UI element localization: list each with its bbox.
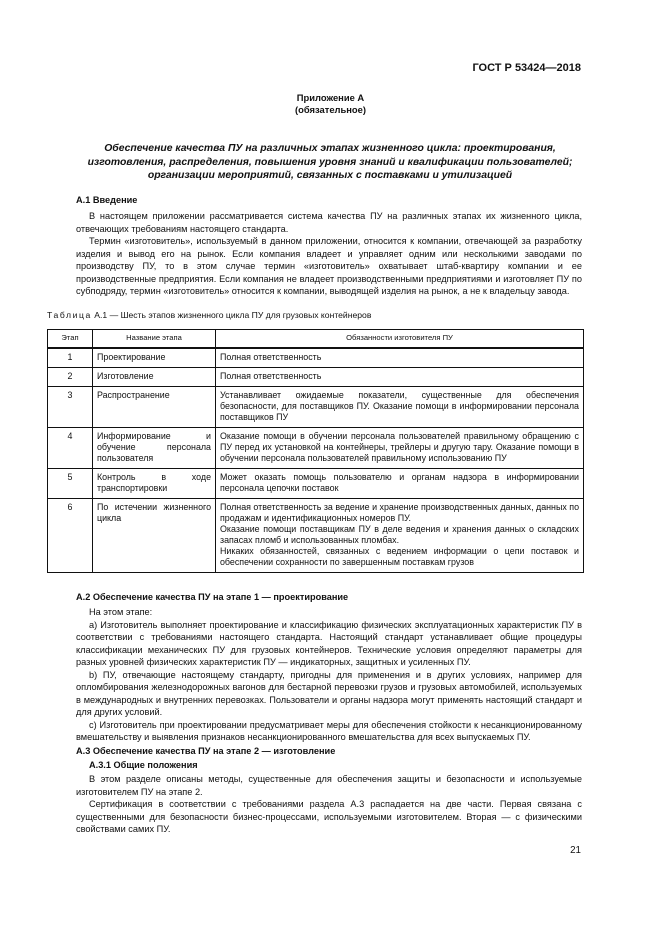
stage-name: По истечении жизненного цикла [93, 499, 216, 573]
a2-intro: На этом этапе: [89, 607, 153, 617]
table-caption-text: А.1 — Шесть этапов жизненного цикла ПУ для грузовых контейнеров [94, 310, 372, 320]
stage-number: 5 [48, 469, 93, 499]
table-row [48, 428, 584, 469]
stage-name: Контроль в ходе транспортировки [93, 469, 216, 499]
a1-paragraph-2: Термин «изготовитель», используемый в данном приложении, относится к компании, отвечающей за разработку изделия и вывод его на рынок. Если компания владеет и управляет одним или несколькими заводами по производству ПУ, то в этом случае термин «изготовитель» охватывает штаб-квартиру компании и ее производственные предприятия. Если компания не владеет производственными предприятиями и изготовляет ПУ по субподряду, термин «изготовитель» относится к компании, выводящей изделия на рынок, а не к владельцу завода. [76, 236, 582, 296]
table-row [48, 348, 584, 368]
a2-item-c: с) Изготовитель при проектировании предусматривает меры для обеспечения стойкости к несанкционированному вмешательству и выявления признаков несанкционированного вмешательства для всех выпускаемых ПУ. [76, 719, 582, 742]
stage-name: Проектирование [93, 348, 216, 368]
stage-duties: Полная ответственность [216, 348, 584, 368]
page-number: 21 [570, 845, 581, 856]
title-line-1: Обеспечение качества ПУ на различных этапах жизненного цикла: проектирования, [104, 143, 556, 154]
header-duties: Обязанности изготовителя ПУ [216, 330, 584, 349]
section-a2-heading: А.2 Обеспечение качества ПУ на этапе 1 — проектирование [76, 592, 349, 602]
stage-duties [216, 499, 584, 573]
table-row [48, 499, 584, 573]
standard-header: ГОСТ Р 53424—2018 [472, 62, 581, 74]
title-line-3: организации мероприятий, связанных с поставками и утилизацией [147, 170, 513, 181]
stage-duties: Устанавливает ожидаемые показатели, существенные для обеспечения безопасности, для поставщиков ПУ. Оказание помощи в информировании персонала поставщиков ПУ [216, 387, 584, 428]
section-a2-text [76, 606, 582, 744]
stage-name: Распространение [93, 387, 216, 428]
table-row [48, 469, 584, 499]
stage-duties-line-1: Полная ответственность за ведение и хранение производственных данных, данных по продажам и идентификационных номеров ПУ. [220, 502, 579, 523]
stage-duties: Оказание помощи в обучении персонала пользователей правильному обращению с ПУ перед их установкой на контейнеры, трейлеры и другую тару. Оказание помощи в обучении персонала пользователей правильному использованию ПУ [216, 428, 584, 469]
a2-item-b: b) ПУ, отвечающие настоящему стандарту, пригодны для применения и в других условиях, например для опломбирования железнодорожных вагонов для бестарной перевозки грузов и грузовых автомобилей, используемых в международных и внутренних перевозках. Пользователи и органы надзора могут применять настоящий стандарт и для других условий. [76, 669, 582, 717]
stage-duties-line-2: Оказание помощи поставщикам ПУ в деле ведения и хранения данных о складских запасах пломб и использованных пломбах. [220, 524, 579, 545]
header-stage: Этап [48, 330, 93, 349]
stage-duties: Может оказать помощь пользователю и органам надзора в информировании персонала цепочки поставок [216, 469, 584, 499]
table-caption-label: Таблица [47, 310, 92, 320]
section-a1-text [76, 210, 582, 298]
stage-number: 6 [48, 499, 93, 573]
appendix-heading [0, 92, 661, 116]
appendix-title: Приложение А [296, 92, 365, 103]
stage-number: 2 [48, 368, 93, 387]
header-name: Название этапа [93, 330, 216, 349]
title-line-2: изготовления, распределения, повышения уровня знаний и квалификации пользователей; [87, 156, 573, 168]
stage-duties: Полная ответственность [216, 368, 584, 387]
appendix-status: (обязательное) [295, 104, 366, 115]
lifecycle-table [47, 329, 584, 573]
stage-name: Информирование и обучение персонала пользователя [93, 428, 216, 469]
stage-duties-line-3: Никаких обязанностей, связанных с ведением информации о цепи поставок и обеспечении сохранности по завершенным поставкам грузов [220, 546, 579, 567]
stage-name: Изготовление [93, 368, 216, 387]
section-a31-text [76, 773, 582, 836]
a31-paragraph-2: Сертификация в соответствии с требованиями раздела А.3 распадается на две части. Первая связана с существенными для безопасности бизнес-процессами, используемыми изготовителем. Вторая — с физическими свойствами самих ПУ. [76, 799, 582, 834]
appendix-main-title [75, 142, 585, 183]
table-row [48, 387, 584, 428]
section-a3-heading: А.3 Обеспечение качества ПУ на этапе 2 — изготовление [76, 746, 336, 756]
stage-number: 4 [48, 428, 93, 469]
stage-number: 1 [48, 348, 93, 368]
table-caption [47, 310, 371, 320]
table-header-row [48, 330, 584, 349]
a2-item-a: а) Изготовитель выполняет проектирование и классификацию физических эксплуатационных характеристик ПУ в соответствии с требованиями настоящего стандарта. Настоящий стандарт устанавливает общие процедуры классификации механических ПУ для грузовых контейнеров. Технические условия определяют параметры для разных уровней физических характеристик ПУ — индикаторных, защитных и усиленных ПУ. [76, 619, 582, 667]
table-row [48, 368, 584, 387]
a31-paragraph-1: В этом разделе описаны методы, существенные для обеспечения защиты и безопасности и используемые изготовителем ПУ на этапе 2. [76, 774, 582, 797]
stage-number: 3 [48, 387, 93, 428]
section-a1-heading: А.1 Введение [76, 195, 138, 205]
section-a31-heading: А.3.1 Общие положения [89, 760, 198, 770]
a1-paragraph-1: В настоящем приложении рассматривается система качества ПУ на различных этапах их жизненного цикла, отвечающих требованиям настоящего стандарта. [76, 211, 582, 234]
